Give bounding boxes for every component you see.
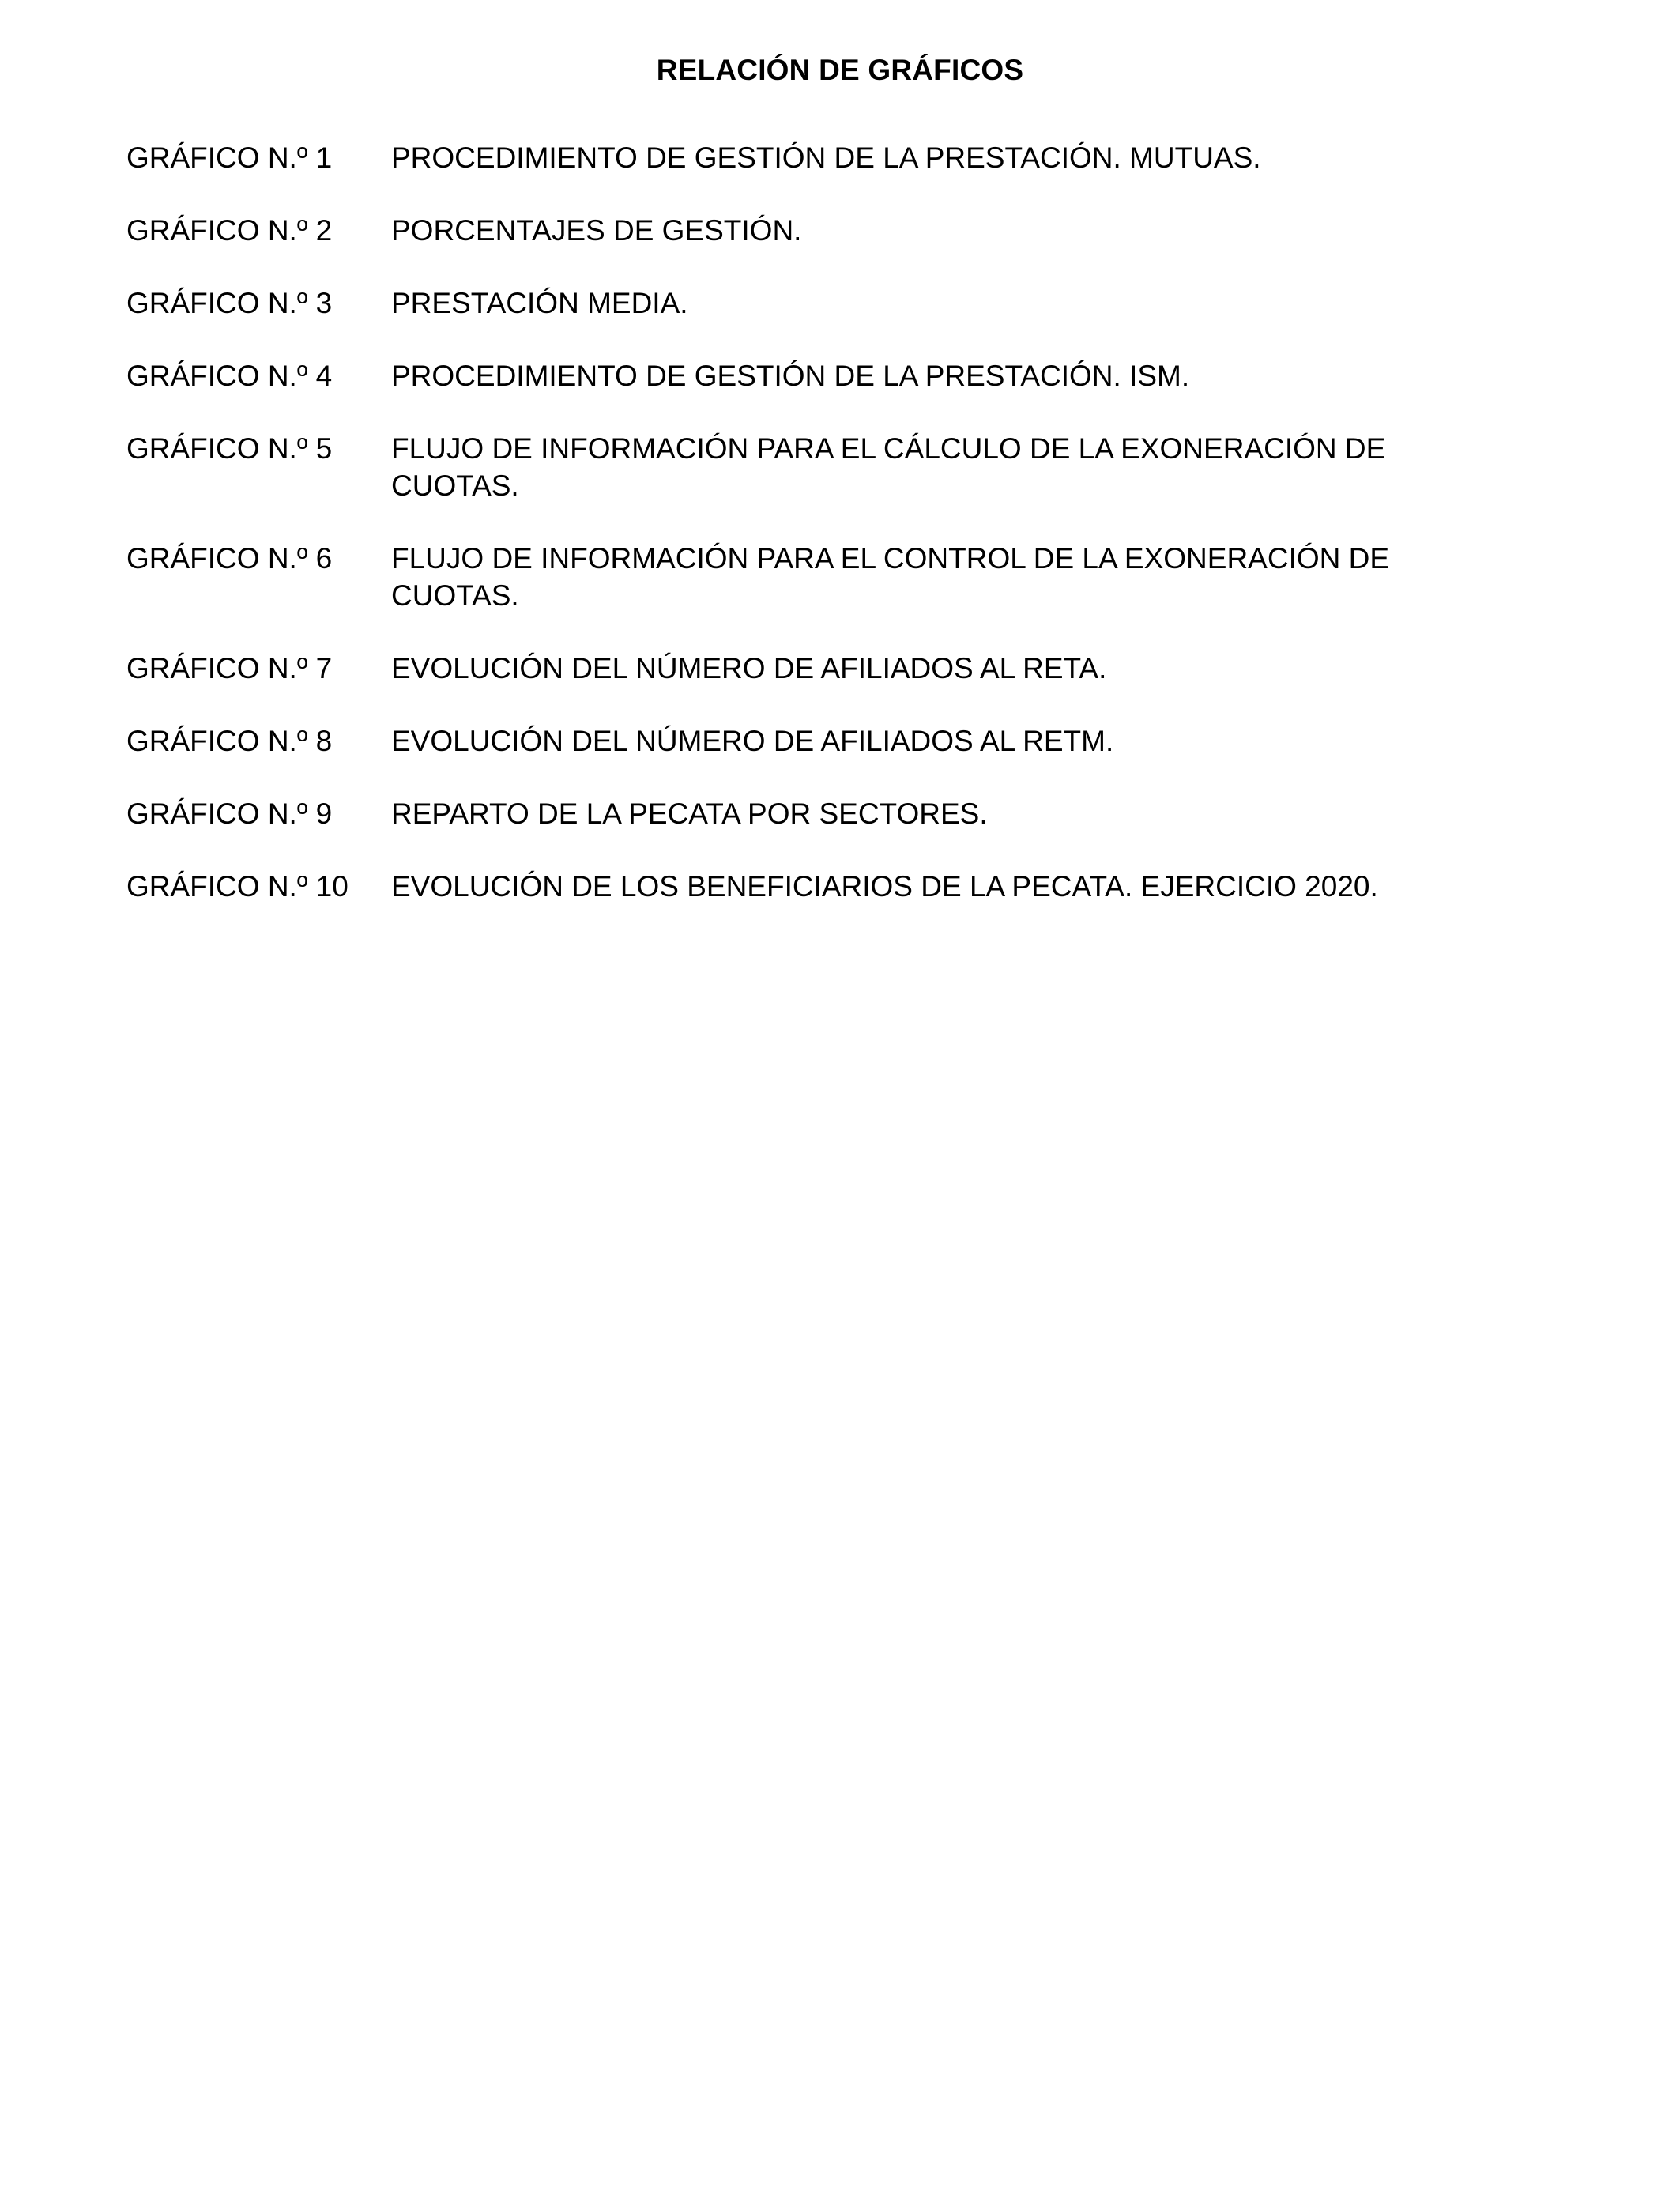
figure-caption: PRESTACIÓN MEDIA.: [391, 287, 688, 319]
list-item: [126, 650, 1549, 687]
list-item: [126, 357, 1549, 394]
figure-caption: FLUJO DE INFORMACIÓN PARA EL CÁLCULO DE LA EXONERACIÓN DE CUOTAS.: [391, 432, 1386, 502]
figure-number: GRÁFICO N.º 4: [126, 360, 333, 392]
list-item: [126, 212, 1549, 249]
figure-number: GRÁFICO N.º 8: [126, 725, 333, 757]
figure-caption: PROCEDIMIENTO DE GESTIÓN DE LA PRESTACIÓN. ISM.: [391, 360, 1190, 392]
list-item: [126, 722, 1549, 760]
figure-number: GRÁFICO N.º 3: [126, 287, 333, 319]
page-title: RELACIÓN DE GRÁFICOS: [656, 54, 1024, 86]
list-item: [126, 285, 1549, 322]
list-item: [126, 795, 1549, 832]
figure-number: GRÁFICO N.º 6: [126, 542, 333, 575]
list-item: [126, 868, 1549, 905]
figure-caption: EVOLUCIÓN DE LOS BENEFICIARIOS DE LA PECATA. EJERCICIO 2020.: [391, 870, 1378, 903]
figure-number: GRÁFICO N.º 10: [126, 870, 348, 903]
figure-caption: REPARTO DE LA PECATA POR SECTORES.: [391, 797, 988, 830]
list-item: [126, 139, 1549, 176]
figure-caption: FLUJO DE INFORMACIÓN PARA EL CONTROL DE LA EXONERACIÓN DE CUOTAS.: [391, 542, 1390, 612]
figure-number: GRÁFICO N.º 2: [126, 214, 333, 247]
figure-caption: EVOLUCIÓN DEL NÚMERO DE AFILIADOS AL RETA.: [391, 652, 1107, 684]
figure-number: GRÁFICO N.º 9: [126, 797, 333, 830]
figure-caption: EVOLUCIÓN DEL NÚMERO DE AFILIADOS AL RETM.: [391, 725, 1114, 757]
figure-caption: PORCENTAJES DE GESTIÓN.: [391, 214, 802, 247]
list-item: [126, 540, 1549, 614]
figure-number: GRÁFICO N.º 7: [126, 652, 333, 684]
figure-number: GRÁFICO N.º 1: [126, 141, 333, 174]
figure-number: GRÁFICO N.º 5: [126, 432, 333, 465]
figure-index-list: [126, 139, 1549, 941]
list-item: [126, 430, 1549, 504]
figure-caption: PROCEDIMIENTO DE GESTIÓN DE LA PRESTACIÓN. MUTUAS.: [391, 141, 1261, 174]
